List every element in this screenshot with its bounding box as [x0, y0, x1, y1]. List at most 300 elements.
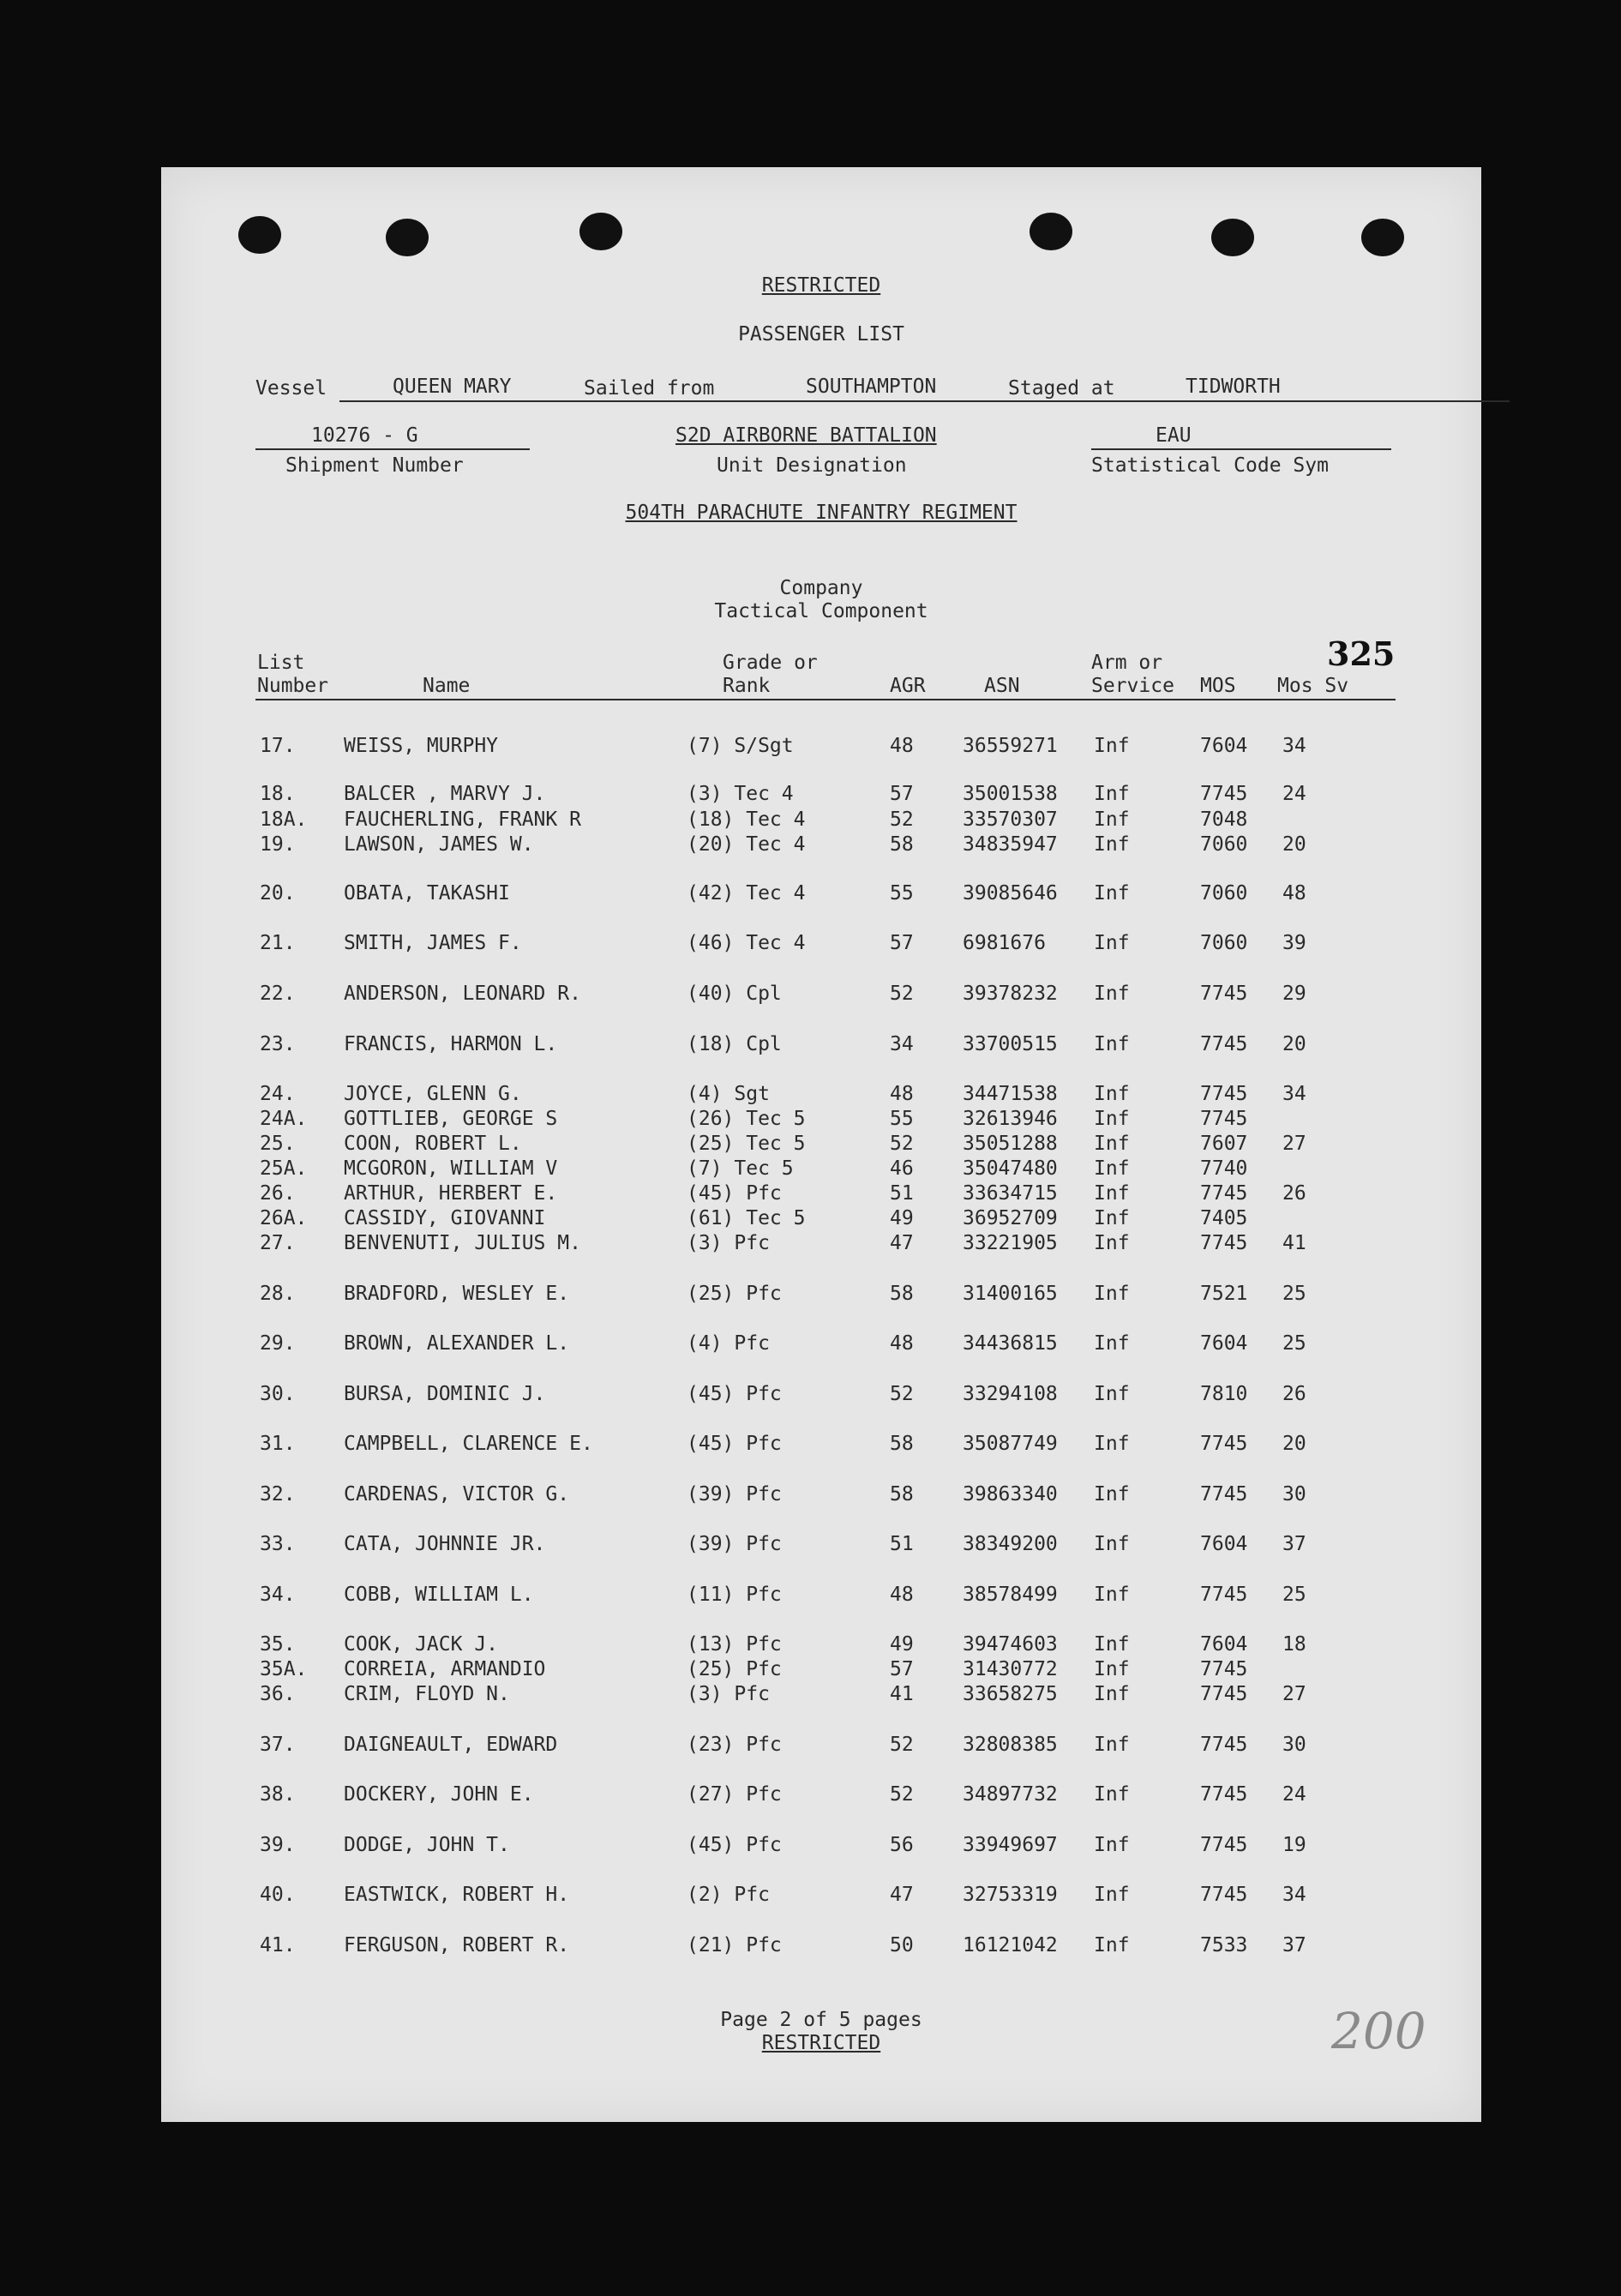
cell-no: 20.: [260, 882, 296, 905]
cell-asn: 36559271: [963, 735, 1058, 757]
cell-mos: 7745: [1200, 1232, 1248, 1254]
punch-hole-icon: [386, 219, 429, 256]
cell-agr: 52: [890, 983, 914, 1005]
stat-underline: [1091, 448, 1391, 450]
cell-name: FRANCIS, HARMON L.: [344, 1033, 558, 1055]
cell-no: 34.: [260, 1584, 296, 1606]
cell-asn: 33658275: [963, 1683, 1058, 1705]
cell-arm: Inf: [1094, 1383, 1130, 1405]
cell-no: 24A.: [260, 1108, 308, 1130]
table-row: [161, 783, 1481, 810]
cell-grade: (18) Tec 4: [687, 808, 806, 831]
cell-arm: Inf: [1094, 1433, 1130, 1455]
table-row: [161, 1658, 1481, 1686]
cell-no: 40.: [260, 1884, 296, 1906]
cell-grade: (45) Pfc: [687, 1182, 782, 1205]
cell-asn: 34436815: [963, 1332, 1058, 1355]
cell-name: BRADFORD, WESLEY E.: [344, 1283, 570, 1305]
col-grade-1: Grade or: [723, 652, 818, 674]
cell-agr: 52: [890, 1133, 914, 1155]
cell-arm: Inf: [1094, 833, 1130, 856]
cell-agr: 48: [890, 1083, 914, 1105]
table-row: [161, 1584, 1481, 1611]
cell-asn: 32753319: [963, 1884, 1058, 1906]
cell-name: DODGE, JOHN T.: [344, 1834, 510, 1856]
cell-mos: 7745: [1200, 1658, 1248, 1680]
cell-no: 17.: [260, 735, 296, 757]
table-row: [161, 1783, 1481, 1811]
cell-mos: 7745: [1200, 983, 1248, 1005]
cell-asn: 33294108: [963, 1383, 1058, 1405]
cell-no: 19.: [260, 833, 296, 856]
cell-no: 35A.: [260, 1658, 308, 1680]
page-footer: Page 2 of 5 pages: [720, 2009, 922, 2031]
table-row: [161, 1683, 1481, 1710]
cell-grade: (20) Tec 4: [687, 833, 806, 856]
cell-agr: 50: [890, 1934, 914, 1956]
cell-asn: 39378232: [963, 983, 1058, 1005]
cell-grade: (4) Pfc: [687, 1332, 770, 1355]
cell-grade: (4) Sgt: [687, 1083, 770, 1105]
cell-asn: 35047480: [963, 1157, 1058, 1180]
cell-sv: 20: [1282, 1033, 1306, 1055]
cell-agr: 55: [890, 1108, 914, 1130]
table-row: [161, 1433, 1481, 1460]
cell-grade: (25) Pfc: [687, 1283, 782, 1305]
cell-asn: 36952709: [963, 1207, 1058, 1229]
cell-asn: 35051288: [963, 1133, 1058, 1155]
cell-sv: 48: [1282, 882, 1306, 905]
cell-name: GOTTLIEB, GEORGE S: [344, 1108, 558, 1130]
cell-grade: (46) Tec 4: [687, 932, 806, 954]
cell-sv: 37: [1282, 1533, 1306, 1555]
table-row: [161, 1332, 1481, 1360]
cell-arm: Inf: [1094, 1884, 1130, 1906]
cell-mos: 7745: [1200, 1033, 1248, 1055]
cell-name: MCGORON, WILLIAM V: [344, 1157, 558, 1180]
cell-agr: 41: [890, 1683, 914, 1705]
cell-agr: 58: [890, 1483, 914, 1506]
cell-agr: 58: [890, 1433, 914, 1455]
vessel-value: QUEEN MARY: [393, 376, 512, 398]
cell-asn: 6981676: [963, 932, 1046, 954]
cell-arm: Inf: [1094, 1283, 1130, 1305]
cell-arm: Inf: [1094, 1584, 1130, 1606]
table-row: [161, 808, 1481, 836]
cell-mos: 7745: [1200, 1433, 1248, 1455]
col-asn: ASN: [984, 675, 1020, 697]
cell-arm: Inf: [1094, 1633, 1130, 1656]
cell-name: FERGUSON, ROBERT R.: [344, 1934, 570, 1956]
col-list-1: List: [257, 652, 305, 674]
cell-name: FAUCHERLING, FRANK R: [344, 808, 581, 831]
cell-mos: 7604: [1200, 1633, 1248, 1656]
cell-mos: 7604: [1200, 1332, 1248, 1355]
table-row: [161, 1232, 1481, 1259]
cell-arm: Inf: [1094, 1483, 1130, 1506]
cell-sv: 34: [1282, 1884, 1306, 1906]
cell-no: 32.: [260, 1483, 296, 1506]
cell-grade: (45) Pfc: [687, 1383, 782, 1405]
cell-agr: 48: [890, 735, 914, 757]
cell-no: 30.: [260, 1383, 296, 1405]
cell-agr: 49: [890, 1633, 914, 1656]
table-row: [161, 1083, 1481, 1110]
cell-asn: 33570307: [963, 808, 1058, 831]
cell-sv: 25: [1282, 1332, 1306, 1355]
table-row: [161, 1483, 1481, 1511]
cell-no: 27.: [260, 1232, 296, 1254]
cell-arm: Inf: [1094, 1207, 1130, 1229]
cell-arm: Inf: [1094, 1734, 1130, 1756]
cell-name: WEISS, MURPHY: [344, 735, 499, 757]
header-rule: [255, 699, 1396, 700]
cell-sv: 30: [1282, 1483, 1306, 1506]
table-row: [161, 1133, 1481, 1160]
shipment-label: Shipment Number: [285, 454, 464, 477]
cell-name: DOCKERY, JOHN E.: [344, 1783, 534, 1806]
cell-asn: 34897732: [963, 1783, 1058, 1806]
shipment-underline: [255, 448, 530, 450]
cell-mos: 7048: [1200, 808, 1248, 831]
cell-mos: 7745: [1200, 1834, 1248, 1856]
cell-arm: Inf: [1094, 1232, 1130, 1254]
cell-agr: 52: [890, 1383, 914, 1405]
cell-arm: Inf: [1094, 1783, 1130, 1806]
punch-hole-icon: [579, 213, 622, 250]
cell-agr: 51: [890, 1533, 914, 1555]
cell-grade: (21) Pfc: [687, 1934, 782, 1956]
cell-asn: 34471538: [963, 1083, 1058, 1105]
cell-arm: Inf: [1094, 882, 1130, 905]
cell-agr: 51: [890, 1182, 914, 1205]
cell-asn: 33949697: [963, 1834, 1058, 1856]
company-label: Company: [779, 577, 863, 599]
cell-arm: Inf: [1094, 1683, 1130, 1705]
cell-mos: 7745: [1200, 1683, 1248, 1705]
cell-arm: Inf: [1094, 1533, 1130, 1555]
cell-name: BROWN, ALEXANDER L.: [344, 1332, 570, 1355]
cell-no: 22.: [260, 983, 296, 1005]
punch-hole-icon: [1361, 219, 1404, 256]
punch-hole-icon: [1030, 213, 1072, 250]
cell-name: BALCER , MARVY J.: [344, 783, 546, 805]
cell-arm: Inf: [1094, 1108, 1130, 1130]
cell-arm: Inf: [1094, 1834, 1130, 1856]
table-row: [161, 1834, 1481, 1861]
sailed-from-value: SOUTHAMPTON: [806, 376, 937, 398]
table-row: [161, 983, 1481, 1010]
table-row: [161, 1033, 1481, 1061]
cell-asn: 32613946: [963, 1108, 1058, 1130]
cell-mos: 7533: [1200, 1934, 1248, 1956]
col-grade-2: Rank: [723, 675, 771, 697]
cell-no: 39.: [260, 1834, 296, 1856]
cell-agr: 57: [890, 783, 914, 805]
table-row: [161, 1108, 1481, 1135]
cell-mos: 7604: [1200, 1533, 1248, 1555]
cell-grade: (2) Pfc: [687, 1884, 770, 1906]
cell-mos: 7745: [1200, 1083, 1248, 1105]
cell-name: COON, ROBERT L.: [344, 1133, 522, 1155]
cell-sv: 41: [1282, 1232, 1306, 1254]
cell-no: 35.: [260, 1633, 296, 1656]
punch-hole-icon: [1211, 219, 1254, 256]
cell-sv: 27: [1282, 1133, 1306, 1155]
table-row: [161, 1633, 1481, 1661]
cell-mos: 7745: [1200, 1483, 1248, 1506]
table-row: [161, 735, 1481, 762]
restricted-heading: RESTRICTED: [761, 274, 881, 297]
cell-no: 33.: [260, 1533, 296, 1555]
cell-mos: 7810: [1200, 1383, 1248, 1405]
cell-name: EASTWICK, ROBERT H.: [344, 1884, 570, 1906]
cell-no: 25A.: [260, 1157, 308, 1180]
cell-arm: Inf: [1094, 735, 1130, 757]
cell-grade: (3) Pfc: [687, 1683, 770, 1705]
cell-mos: 7745: [1200, 783, 1248, 805]
cell-grade: (3) Tec 4: [687, 783, 794, 805]
cell-agr: 47: [890, 1884, 914, 1906]
cell-grade: (45) Pfc: [687, 1834, 782, 1856]
cell-agr: 46: [890, 1157, 914, 1180]
document-page: [161, 167, 1481, 2122]
cell-sv: 24: [1282, 1783, 1306, 1806]
table-row: [161, 882, 1481, 910]
cell-grade: (3) Pfc: [687, 1232, 770, 1254]
cell-asn: 33221905: [963, 1232, 1058, 1254]
vessel-underline: [339, 400, 1510, 402]
list-title: PASSENGER LIST: [738, 323, 904, 346]
cell-no: 31.: [260, 1433, 296, 1455]
cell-no: 24.: [260, 1083, 296, 1105]
cell-sv: 39: [1282, 932, 1306, 954]
cell-no: 25.: [260, 1133, 296, 1155]
cell-mos: 7745: [1200, 1108, 1248, 1130]
cell-mos: 7745: [1200, 1734, 1248, 1756]
unit-label: Unit Designation: [717, 454, 907, 477]
cell-grade: (39) Pfc: [687, 1483, 782, 1506]
cell-grade: (25) Pfc: [687, 1658, 782, 1680]
cell-name: CAMPBELL, CLARENCE E.: [344, 1433, 593, 1455]
cell-agr: 34: [890, 1033, 914, 1055]
cell-grade: (7) Tec 5: [687, 1157, 794, 1180]
cell-name: OBATA, TAKASHI: [344, 882, 510, 905]
cell-arm: Inf: [1094, 1332, 1130, 1355]
cell-asn: 31400165: [963, 1283, 1058, 1305]
cell-agr: 56: [890, 1834, 914, 1856]
table-row: [161, 1533, 1481, 1560]
col-list-2: Number: [257, 675, 329, 697]
cell-mos: 7060: [1200, 833, 1248, 856]
cell-no: 37.: [260, 1734, 296, 1756]
cell-asn: 38349200: [963, 1533, 1058, 1555]
cell-mos: 7604: [1200, 735, 1248, 757]
cell-no: 21.: [260, 932, 296, 954]
cell-grade: (45) Pfc: [687, 1433, 782, 1455]
cell-mos: 7405: [1200, 1207, 1248, 1229]
cell-sv: 37: [1282, 1934, 1306, 1956]
cell-mos: 7740: [1200, 1157, 1248, 1180]
cell-mos: 7745: [1200, 1182, 1248, 1205]
col-arm-2: Service: [1091, 675, 1174, 697]
cell-arm: Inf: [1094, 1157, 1130, 1180]
cell-grade: (42) Tec 4: [687, 882, 806, 905]
cell-mos: 7745: [1200, 1783, 1248, 1806]
cell-no: 41.: [260, 1934, 296, 1956]
cell-name: CARDENAS, VICTOR G.: [344, 1483, 570, 1506]
cell-asn: 31430772: [963, 1658, 1058, 1680]
restricted-footer: RESTRICTED: [761, 2032, 881, 2054]
cell-agr: 48: [890, 1584, 914, 1606]
cell-name: BURSA, DOMINIC J.: [344, 1383, 546, 1405]
table-row: [161, 932, 1481, 959]
vessel-label: Vessel: [255, 377, 327, 400]
cell-name: CRIM, FLOYD N.: [344, 1683, 510, 1705]
cell-mos: 7521: [1200, 1283, 1248, 1305]
cell-mos: 7745: [1200, 1584, 1248, 1606]
cell-arm: Inf: [1094, 932, 1130, 954]
cell-asn: 39863340: [963, 1483, 1058, 1506]
cell-arm: Inf: [1094, 808, 1130, 831]
cell-asn: 39474603: [963, 1633, 1058, 1656]
col-name: Name: [423, 675, 471, 697]
table-row: [161, 1884, 1481, 1911]
stat-code: EAU: [1156, 424, 1192, 447]
cell-grade: (18) Cpl: [687, 1033, 782, 1055]
cell-agr: 55: [890, 882, 914, 905]
sailed-label: Sailed from: [584, 377, 715, 400]
cell-arm: Inf: [1094, 1033, 1130, 1055]
table-row: [161, 1734, 1481, 1761]
cell-sv: 25: [1282, 1283, 1306, 1305]
cell-name: CORREIA, ARMANDIO: [344, 1658, 546, 1680]
cell-no: 18A.: [260, 808, 308, 831]
cell-no: 18.: [260, 783, 296, 805]
unit-designation: S2D AIRBORNE BATTALION: [675, 424, 937, 447]
cell-asn: 35001538: [963, 783, 1058, 805]
cell-sv: 27: [1282, 1683, 1306, 1705]
table-row: [161, 1934, 1481, 1962]
cell-name: BENVENUTI, JULIUS M.: [344, 1232, 581, 1254]
table-row: [161, 1157, 1481, 1185]
cell-sv: 34: [1282, 735, 1306, 757]
cell-no: 26.: [260, 1182, 296, 1205]
handwritten-number: 200: [1331, 2002, 1426, 2060]
cell-sv: 26: [1282, 1182, 1306, 1205]
cell-agr: 58: [890, 1283, 914, 1305]
cell-asn: 32808385: [963, 1734, 1058, 1756]
cell-name: CASSIDY, GIOVANNI: [344, 1207, 546, 1229]
col-mos: MOS: [1200, 675, 1236, 697]
cell-grade: (13) Pfc: [687, 1633, 782, 1656]
table-row: [161, 1283, 1481, 1310]
cell-sv: 34: [1282, 1083, 1306, 1105]
cell-asn: 34835947: [963, 833, 1058, 856]
cell-asn: 35087749: [963, 1433, 1058, 1455]
cell-asn: 38578499: [963, 1584, 1058, 1606]
cell-no: 23.: [260, 1033, 296, 1055]
cell-grade: (7) S/Sgt: [687, 735, 794, 757]
cell-grade: (11) Pfc: [687, 1584, 782, 1606]
regiment-heading: 504TH PARACHUTE INFANTRY REGIMENT: [625, 502, 1018, 524]
cell-name: CATA, JOHNNIE JR.: [344, 1533, 546, 1555]
cell-sv: 25: [1282, 1584, 1306, 1606]
cell-arm: Inf: [1094, 1658, 1130, 1680]
cell-no: 36.: [260, 1683, 296, 1705]
cell-agr: 52: [890, 1734, 914, 1756]
cell-sv: 26: [1282, 1383, 1306, 1405]
table-row: [161, 833, 1481, 861]
cell-agr: 52: [890, 808, 914, 831]
table-row: [161, 1182, 1481, 1210]
cell-mos: 7607: [1200, 1133, 1248, 1155]
cell-agr: 58: [890, 833, 914, 856]
staged-at-value: TIDWORTH: [1186, 376, 1281, 398]
cell-name: SMITH, JAMES F.: [344, 932, 522, 954]
cell-name: ARTHUR, HERBERT E.: [344, 1182, 558, 1205]
page-number: 325: [1327, 634, 1396, 673]
cell-name: COOK, JACK J.: [344, 1633, 499, 1656]
stat-label: Statistical Code Sym: [1091, 454, 1329, 477]
cell-grade: (39) Pfc: [687, 1533, 782, 1555]
shipment-number: 10276 - G: [311, 424, 418, 447]
cell-arm: Inf: [1094, 1083, 1130, 1105]
cell-grade: (26) Tec 5: [687, 1108, 806, 1130]
cell-name: JOYCE, GLENN G.: [344, 1083, 522, 1105]
col-agr: AGR: [890, 675, 926, 697]
cell-no: 28.: [260, 1283, 296, 1305]
col-arm-1: Arm or: [1091, 652, 1163, 674]
cell-grade: (61) Tec 5: [687, 1207, 806, 1229]
cell-sv: 30: [1282, 1734, 1306, 1756]
cell-agr: 47: [890, 1232, 914, 1254]
cell-sv: 20: [1282, 833, 1306, 856]
cell-grade: (25) Tec 5: [687, 1133, 806, 1155]
cell-mos: 7745: [1200, 1884, 1248, 1906]
cell-agr: 57: [890, 932, 914, 954]
col-mos-sv: Mos Sv: [1277, 675, 1349, 697]
cell-arm: Inf: [1094, 1934, 1130, 1956]
cell-name: COBB, WILLIAM L.: [344, 1584, 534, 1606]
cell-agr: 48: [890, 1332, 914, 1355]
cell-agr: 49: [890, 1207, 914, 1229]
cell-agr: 52: [890, 1783, 914, 1806]
cell-arm: Inf: [1094, 783, 1130, 805]
cell-arm: Inf: [1094, 983, 1130, 1005]
cell-sv: 20: [1282, 1433, 1306, 1455]
cell-arm: Inf: [1094, 1182, 1130, 1205]
cell-mos: 7060: [1200, 882, 1248, 905]
cell-no: 26A.: [260, 1207, 308, 1229]
table-row: [161, 1207, 1481, 1235]
cell-no: 38.: [260, 1783, 296, 1806]
punch-hole-icon: [238, 216, 281, 254]
cell-sv: 29: [1282, 983, 1306, 1005]
cell-mos: 7060: [1200, 932, 1248, 954]
cell-sv: 18: [1282, 1633, 1306, 1656]
cell-sv: 24: [1282, 783, 1306, 805]
cell-grade: (27) Pfc: [687, 1783, 782, 1806]
cell-grade: (23) Pfc: [687, 1734, 782, 1756]
cell-asn: 16121042: [963, 1934, 1058, 1956]
cell-asn: 33634715: [963, 1182, 1058, 1205]
cell-grade: (40) Cpl: [687, 983, 782, 1005]
tactical-label: Tactical Component: [714, 600, 928, 622]
cell-arm: Inf: [1094, 1133, 1130, 1155]
cell-sv: 19: [1282, 1834, 1306, 1856]
table-row: [161, 1383, 1481, 1410]
